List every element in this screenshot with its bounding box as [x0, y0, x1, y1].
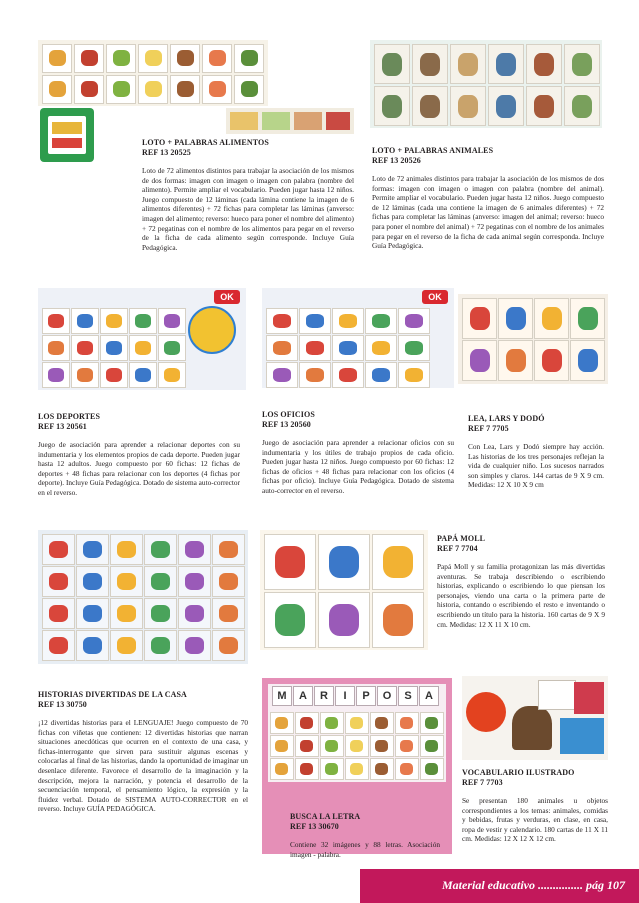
photo-tile	[498, 340, 533, 381]
photo-tile	[158, 308, 186, 334]
photo-tile-figure	[117, 541, 136, 558]
footer-text: Material educativo ............... pág 107	[442, 878, 625, 892]
photo-tile-figure	[275, 604, 305, 636]
photo-tile-figure	[49, 541, 68, 558]
photo-tile	[42, 335, 70, 361]
loto-alimentos-block	[142, 138, 354, 252]
product-description: Con Lea, Lars y Dodó siempre hay acción. Las historias de los tres personajes reflejan la vida de cualquier niño. Los sucesos narrados son simples y claros. 144 cartas de 9 X 9 cm. Medidas: 12 X 10 X 9 cm	[468, 442, 604, 490]
product-title: PAPÁ MOLL	[437, 534, 486, 543]
photo-tile-figure	[578, 349, 598, 372]
letter-tile: S	[398, 686, 418, 706]
photo-tile-figure	[164, 341, 180, 355]
photo-tile	[144, 598, 177, 629]
photo-tile	[76, 598, 109, 629]
photo-tile	[264, 592, 316, 648]
product-ref: REF 13 20526	[372, 156, 421, 165]
photo-tile	[488, 44, 524, 84]
photo-tile	[42, 630, 75, 661]
photo-tile-figure	[185, 573, 204, 590]
photo-tile-figure	[405, 341, 423, 355]
photo-tile-figure	[106, 368, 122, 382]
letter-tile: M	[272, 686, 292, 706]
photo-tile-figure	[117, 605, 136, 622]
photo-tile	[412, 44, 448, 84]
photo-tile-figure	[151, 573, 170, 590]
photo-tile-figure	[113, 81, 130, 97]
photo-tile-figure	[420, 95, 440, 118]
photo-tile	[299, 308, 331, 334]
photo-tile	[526, 44, 562, 84]
photo-tile	[488, 86, 524, 126]
loto-alimentos-cards-image	[226, 108, 354, 134]
photo-tile	[299, 362, 331, 388]
photo-tile-figure	[275, 546, 305, 578]
product-description: Juego de asociación para aprender a relacionar deportes con su indumentaria y los elementos propios de cada deporte. Pueden jugar hasta 12 adultos. Juego compuesto por 60 fichas: 12 fichas de deportes + 48 fichas para relacionar con los deportes (4 fichas por deporte). Incluye Guía Pedagógica. Dotado de sistema auto-corrector en el reverso.	[38, 440, 241, 497]
photo-tile-figure	[185, 541, 204, 558]
photo-tile-figure	[219, 605, 238, 622]
photo-tile	[365, 308, 397, 334]
photo-tile-figure	[48, 368, 64, 382]
photo-tile	[345, 712, 369, 734]
photo-tile	[420, 758, 444, 780]
photo-tile	[42, 534, 75, 565]
product-description: ¡12 divertidas historias para el LENGUAJE! Juego compuesto de 70 fichas con viñetas que contienen: 12 divertidas historias que narran situaciones anecdóticas que ocurren en el contexto de una casa, y fichas-interrogante que sirven para sustituir algunas escenas y colocarlas al final de las historias, dando la oportunidad de imaginar un desenlace diferente. Favorece el desarrollo de la imaginación y la descripción, mejora la narración, y potencia el desarrollo de la secuenciación temporal, el pensamiento lógico, la expresión y la fluidez verbal. Dotado de SISTEMA AUTO-CORRECTOR en el reverso. Incluye GUÍA PEDAGÓGICA.	[38, 718, 248, 814]
photo-tile	[318, 592, 370, 648]
photo-tile-figure	[400, 763, 413, 775]
photo-tile-figure	[572, 53, 592, 76]
photo-tile	[374, 86, 410, 126]
photo-tile	[370, 712, 394, 734]
product-title: LOTO + PALABRAS ALIMENTOS	[142, 138, 269, 147]
photo-tile-figure	[458, 95, 478, 118]
product-ref: REF 13 20560	[262, 420, 311, 429]
photo-tile	[71, 362, 99, 388]
photo-tile-figure	[135, 368, 151, 382]
lea-lars-dodo-image	[458, 294, 608, 384]
product-ref: REF 7 7705	[468, 424, 509, 433]
photo-tile	[564, 44, 600, 84]
photo-tile	[345, 735, 369, 757]
photo-tile-figure	[506, 307, 526, 330]
loto-alimentos-box-image	[40, 108, 94, 162]
product-ref: REF 13 30670	[290, 822, 339, 831]
photo-tile-figure	[350, 740, 363, 752]
photo-tile-figure	[275, 740, 288, 752]
photo-tile-figure	[300, 763, 313, 775]
photo-tile-figure	[83, 637, 102, 654]
photo-tile	[212, 534, 245, 565]
photo-tile	[129, 362, 157, 388]
photo-tile-figure	[325, 717, 338, 729]
photo-tile	[144, 630, 177, 661]
photo-tile	[266, 362, 298, 388]
product-description: Se presentan 180 animales u objetos correspondientes a los temas: animales, comidas y bebidas, frutas y verduras, en clase, en casa, ropa de vestir y calendario. 180 cartas de 11 X 11 cm. Medidas: 12 X 12 X 12 cm.	[462, 796, 608, 844]
photo-tile	[202, 75, 232, 104]
photo-tile	[462, 298, 497, 339]
photo-tile	[534, 298, 569, 339]
photo-tile-figure	[106, 341, 122, 355]
photo-tile	[76, 566, 109, 597]
photo-tile	[299, 335, 331, 361]
photo-tile	[42, 44, 72, 73]
photo-tile-figure	[383, 604, 413, 636]
photo-tile	[564, 86, 600, 126]
page-footer	[360, 869, 639, 903]
ok-badge: OK	[214, 290, 240, 304]
vocabulario-ilustrado-block	[462, 768, 608, 844]
photo-tile-figure	[534, 95, 554, 118]
photo-tile	[270, 712, 294, 734]
product-description: Loto de 72 alimentos distintos para trabajar la asociación de los mismos de dos formas: imagen con imagen o imagen con palabra (nombre del alimento). Permite ampliar el vocabulario. Pueden jugar hasta 12 niños. Juego compuesto de 12 láminas (cada lámina contiene la imagen de 6 alimentos diferentes) + 72 fichas para completar las láminas (anverso: imagen del alimento; reverso: hueco para poner el nombre del alimento) + 72 pegatinas con el nombre de los alimentos para pegar en el reverso de la ficha de cada alimento según corresponde. Incluye Guía Pedagógica.	[142, 166, 354, 252]
photo-tile-figure	[49, 605, 68, 622]
photo-tile-figure	[339, 368, 357, 382]
photo-tile-figure	[49, 81, 66, 97]
los-deportes-block	[38, 412, 240, 498]
photo-tile	[450, 44, 486, 84]
photo-tile-figure	[306, 368, 324, 382]
letter-tile: A	[293, 686, 313, 706]
photo-tile	[170, 75, 200, 104]
photo-tile-figure	[325, 763, 338, 775]
photo-tile	[42, 566, 75, 597]
loto-animales-block	[372, 146, 604, 251]
product-description: Juego de asociación para aprender a relacionar oficios con su indumentaria y los útiles de trabajo propios de cada oficio. Pueden jugar hasta 12 niños. Juego compuesto por 60 fichas: 12 fichas de oficios + 48 fichas para relacionar con los oficios (4 fichas por oficio). Incluye Guía Pedagógica. Dotado de sistema auto-corrector en el reverso.	[262, 438, 454, 495]
ok-badge: OK	[422, 290, 448, 304]
photo-tile	[320, 758, 344, 780]
photo-tile	[395, 735, 419, 757]
photo-tile	[374, 44, 410, 84]
photo-tile-figure	[372, 314, 390, 328]
photo-tile-figure	[572, 95, 592, 118]
photo-tile-figure	[506, 349, 526, 372]
photo-tile	[178, 598, 211, 629]
photo-tile-figure	[405, 314, 423, 328]
photo-tile-figure	[209, 81, 226, 97]
photo-tile	[234, 44, 264, 73]
photo-tile-figure	[306, 314, 324, 328]
photo-tile	[110, 598, 143, 629]
photo-tile	[398, 308, 430, 334]
photo-tile-figure	[185, 605, 204, 622]
photo-tile-figure	[49, 573, 68, 590]
letter-tile: I	[335, 686, 355, 706]
photo-tile	[144, 566, 177, 597]
photo-tile	[42, 598, 75, 629]
photo-tile-figure	[145, 81, 162, 97]
photo-tile	[370, 735, 394, 757]
photo-tile-figure	[275, 717, 288, 729]
photo-tile	[106, 75, 136, 104]
photo-tile	[412, 86, 448, 126]
photo-tile	[110, 630, 143, 661]
photo-tile-figure	[375, 763, 388, 775]
photo-tile-figure	[534, 53, 554, 76]
photo-tile	[178, 566, 211, 597]
photo-tile	[372, 592, 424, 648]
photo-tile-figure	[329, 604, 359, 636]
photo-tile-figure	[77, 341, 93, 355]
photo-tile	[450, 86, 486, 126]
photo-tile-figure	[306, 341, 324, 355]
product-title: VOCABULARIO ILUSTRADO	[462, 768, 575, 777]
historias-divertidas-block	[38, 690, 248, 814]
photo-tile-figure	[49, 637, 68, 654]
photo-tile	[270, 735, 294, 757]
photo-tile-figure	[106, 314, 122, 328]
photo-tile-figure	[164, 368, 180, 382]
photo-tile-figure	[77, 368, 93, 382]
photo-tile-figure	[300, 740, 313, 752]
los-oficios-block	[262, 410, 454, 496]
los-deportes-image	[38, 288, 246, 390]
photo-tile-figure	[177, 50, 194, 66]
photo-tile-figure	[400, 717, 413, 729]
photo-tile	[71, 308, 99, 334]
photo-tile-figure	[241, 81, 258, 97]
photo-tile	[71, 335, 99, 361]
letter-tile: R	[314, 686, 334, 706]
letter-tile: P	[356, 686, 376, 706]
letter-tile: O	[377, 686, 397, 706]
product-ref: REF 13 20525	[142, 148, 191, 157]
photo-tile	[332, 362, 364, 388]
photo-tile	[318, 534, 370, 590]
product-description: Loto de 72 animales distintos para trabajar la asociación de los mismos de dos formas: imagen con imagen o imagen con palabra (nombre del animal). Permite ampliar el vocabulario. Pueden jugar hasta 12 niños. Juego compuesto de 12 láminas (cada una contiene la imagen de 6 animales diferentes) + 72 fichas para completar las láminas (anverso: imagen del animal; reverso: hueco para poner el nombre del animal) + 72 pegatinas con el nombre de los animales para pegar en el reverso de la ficha de cada animal según corresponda. Incluye Guía Pedagógica.	[372, 174, 604, 251]
photo-tile	[106, 44, 136, 73]
photo-tile	[76, 534, 109, 565]
photo-tile-figure	[372, 341, 390, 355]
photo-tile-figure	[185, 637, 204, 654]
product-title: LOTO + PALABRAS ANIMALES	[372, 146, 494, 155]
photo-tile	[158, 335, 186, 361]
photo-tile-figure	[83, 605, 102, 622]
photo-tile	[295, 712, 319, 734]
photo-tile	[100, 335, 128, 361]
photo-tile-figure	[151, 541, 170, 558]
photo-tile	[372, 534, 424, 590]
photo-tile	[498, 298, 533, 339]
photo-tile	[129, 308, 157, 334]
photo-tile	[420, 735, 444, 757]
photo-tile	[398, 335, 430, 361]
photo-tile-figure	[329, 546, 359, 578]
photo-tile	[332, 308, 364, 334]
product-title: LOS OFICIOS	[262, 410, 315, 419]
photo-tile-figure	[48, 314, 64, 328]
product-description: Papá Moll y su familia protagonizan las más divertidas aventuras. Se trabaja describiendo o escribiendo historias, explicando o escribiendo lo que piensan los personajes, viendo una carta o la primera parte de historia, contando o escribiendo el resto e inventando o escribiendo un título para la historia. 160 cartas de 9 X 9 cm. Medidas: 12 X 11 X 10 cm.	[437, 562, 605, 629]
photo-tile	[170, 44, 200, 73]
photo-tile-figure	[241, 50, 258, 66]
photo-tile-figure	[219, 573, 238, 590]
photo-tile-figure	[300, 717, 313, 729]
photo-tile	[178, 630, 211, 661]
photo-tile-figure	[117, 573, 136, 590]
photo-tile	[320, 712, 344, 734]
photo-tile	[144, 534, 177, 565]
photo-tile-figure	[420, 53, 440, 76]
photo-tile	[110, 534, 143, 565]
photo-tile-figure	[375, 740, 388, 752]
photo-tile-figure	[400, 740, 413, 752]
photo-tile-figure	[275, 763, 288, 775]
photo-tile	[345, 758, 369, 780]
photo-tile-figure	[578, 307, 598, 330]
photo-tile	[42, 362, 70, 388]
photo-tile	[295, 735, 319, 757]
photo-tile-figure	[49, 50, 66, 66]
photo-tile-figure	[83, 541, 102, 558]
photo-tile-figure	[151, 605, 170, 622]
historias-divertidas-image	[38, 530, 248, 664]
photo-tile	[570, 298, 605, 339]
photo-tile	[365, 362, 397, 388]
photo-tile	[158, 362, 186, 388]
photo-tile	[42, 308, 70, 334]
product-ref: REF 7 7704	[437, 544, 478, 553]
photo-tile-figure	[458, 53, 478, 76]
photo-tile-figure	[177, 81, 194, 97]
photo-tile	[526, 86, 562, 126]
photo-tile-figure	[273, 368, 291, 382]
photo-tile-figure	[496, 53, 516, 76]
photo-tile	[138, 75, 168, 104]
photo-tile-figure	[209, 50, 226, 66]
product-ref: REF 13 30750	[38, 700, 87, 709]
photo-tile-figure	[350, 717, 363, 729]
photo-tile-figure	[383, 546, 413, 578]
product-title: HISTORIAS DIVERTIDAS DE LA CASA	[38, 690, 187, 699]
photo-tile	[76, 630, 109, 661]
photo-tile	[395, 712, 419, 734]
photo-tile	[129, 335, 157, 361]
product-title: BUSCA LA LETRA	[290, 812, 361, 821]
photo-tile-figure	[339, 341, 357, 355]
photo-tile-figure	[405, 368, 423, 382]
photo-tile	[534, 340, 569, 381]
product-description: Contiene 32 imágenes y 88 letras. Asociación imagen - palabra.	[290, 840, 440, 859]
product-title: LOS DEPORTES	[38, 412, 101, 421]
photo-tile-figure	[117, 637, 136, 654]
photo-tile-figure	[151, 637, 170, 654]
photo-tile-figure	[135, 341, 151, 355]
photo-tile	[370, 758, 394, 780]
photo-tile	[320, 735, 344, 757]
photo-tile-figure	[382, 95, 402, 118]
loto-alimentos-board-image	[38, 40, 268, 106]
photo-tile	[74, 44, 104, 73]
photo-tile-figure	[135, 314, 151, 328]
photo-tile	[100, 362, 128, 388]
photo-tile-figure	[83, 573, 102, 590]
product-ref: REF 7 7703	[462, 778, 503, 787]
photo-tile	[234, 75, 264, 104]
photo-tile-figure	[219, 637, 238, 654]
photo-tile-figure	[164, 314, 180, 328]
letter-tile: A	[419, 686, 439, 706]
photo-tile-figure	[113, 50, 130, 66]
photo-tile	[462, 340, 497, 381]
photo-tile	[100, 308, 128, 334]
busca-la-letra-block	[290, 812, 440, 859]
photo-tile-figure	[325, 740, 338, 752]
photo-tile	[295, 758, 319, 780]
photo-tile-figure	[542, 349, 562, 372]
photo-tile-figure	[273, 341, 291, 355]
photo-tile	[212, 566, 245, 597]
photo-tile	[42, 75, 72, 104]
photo-tile	[212, 598, 245, 629]
photo-tile-figure	[339, 314, 357, 328]
los-oficios-image	[262, 288, 454, 388]
photo-tile-figure	[382, 53, 402, 76]
photo-tile	[74, 75, 104, 104]
photo-tile-figure	[425, 717, 438, 729]
photo-tile-figure	[425, 763, 438, 775]
photo-tile	[266, 335, 298, 361]
photo-tile-figure	[273, 314, 291, 328]
photo-tile	[110, 566, 143, 597]
photo-tile-figure	[425, 740, 438, 752]
photo-tile	[266, 308, 298, 334]
photo-tile	[138, 44, 168, 73]
lea-lars-dodo-block	[468, 414, 604, 490]
photo-tile	[365, 335, 397, 361]
photo-tile	[398, 362, 430, 388]
photo-tile-figure	[219, 541, 238, 558]
photo-tile	[420, 712, 444, 734]
papa-moll-block	[437, 534, 605, 629]
photo-tile-figure	[542, 307, 562, 330]
papa-moll-image	[260, 530, 428, 650]
photo-tile-figure	[470, 307, 490, 330]
photo-tile-figure	[77, 314, 93, 328]
photo-tile-figure	[375, 717, 388, 729]
loto-animales-image	[370, 40, 602, 128]
product-title: LEA, LARS Y DODÓ	[468, 414, 545, 423]
photo-tile-figure	[372, 368, 390, 382]
photo-tile-figure	[470, 349, 490, 372]
photo-tile	[212, 630, 245, 661]
photo-tile	[332, 335, 364, 361]
photo-tile-figure	[145, 50, 162, 66]
product-ref: REF 13 20561	[38, 422, 87, 431]
photo-tile	[264, 534, 316, 590]
photo-tile-figure	[48, 341, 64, 355]
photo-tile-figure	[496, 95, 516, 118]
photo-tile	[202, 44, 232, 73]
photo-tile-figure	[350, 763, 363, 775]
vocabulario-ilustrado-image	[462, 676, 608, 760]
photo-tile-figure	[81, 50, 98, 66]
photo-tile	[395, 758, 419, 780]
photo-tile	[270, 758, 294, 780]
photo-tile	[570, 340, 605, 381]
photo-tile-figure	[81, 81, 98, 97]
photo-tile	[178, 534, 211, 565]
